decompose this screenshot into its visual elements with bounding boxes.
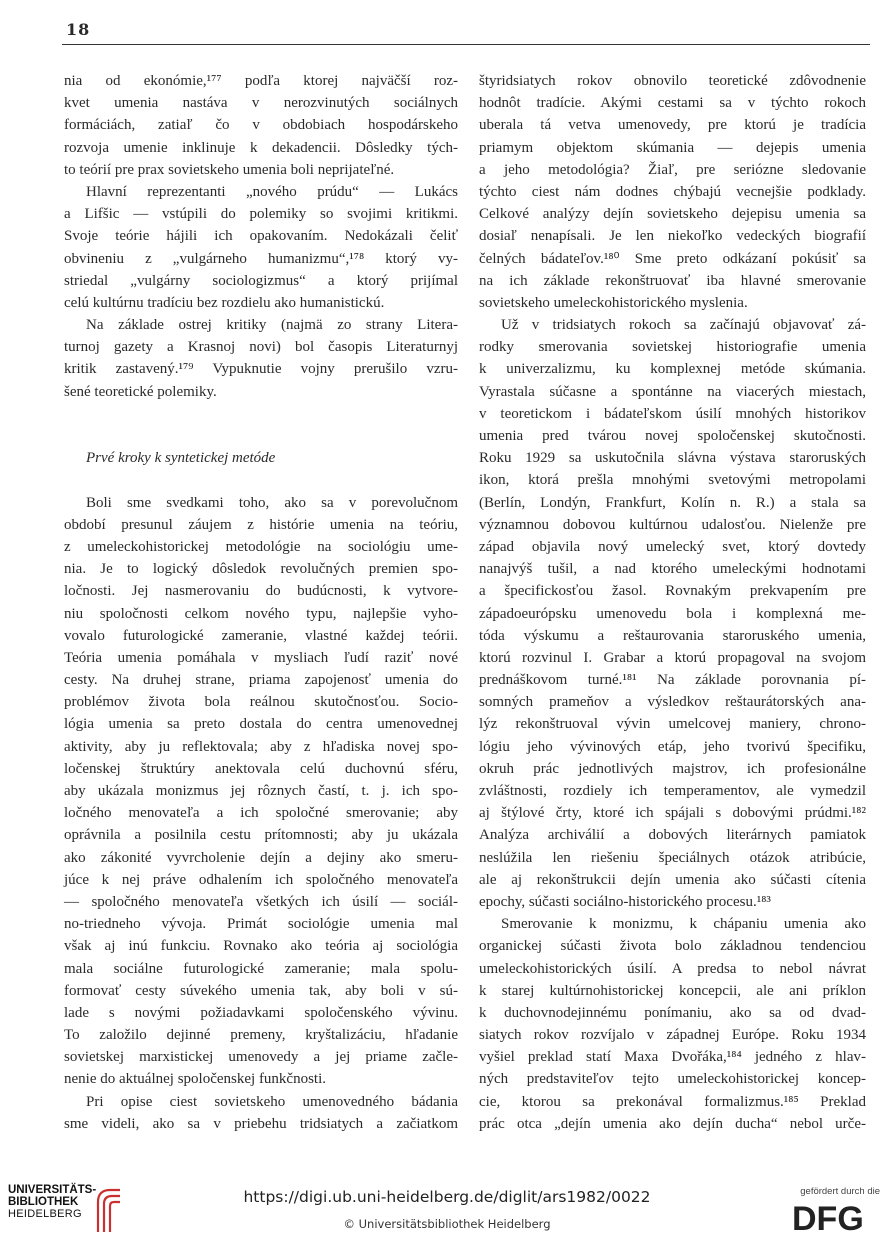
dfg-logo[interactable] bbox=[790, 1198, 878, 1234]
left-paragraph-4 bbox=[64, 492, 458, 1091]
right-paragraph-1 bbox=[479, 70, 866, 314]
text-line: neslúžila len riešeniu špeciálnych otázok atribúcie, bbox=[479, 849, 866, 866]
text-line: Roku 1929 sa uskutočnila slávna výstava staroruských bbox=[479, 450, 866, 467]
text-line: oprávnila a posilnila cestu prítomnosti; aby ju ukázala bbox=[64, 827, 458, 844]
text-line: a špecifickosťou žasol. Rovnakým prekvapením pre bbox=[479, 583, 866, 600]
text-line: kvet umenia nastáva v nerozvinutých sociálnych bbox=[64, 95, 458, 112]
text-line: z umeleckohistorickej metodológie na sociológiu ume- bbox=[64, 538, 458, 555]
text-line: tóda výskumu a reštaurovania staroruského umenia, bbox=[479, 627, 866, 644]
text-line: Už v tridsiatych rokoch sa začínajú objavovať zá- bbox=[501, 317, 866, 334]
text-line: júce k nej práve odhalením ich spoločného menovateľa bbox=[64, 871, 458, 888]
text-line: To založilo dejinné premeny, kryštalizáciu, hľadanie bbox=[64, 1027, 458, 1044]
text-line: sovietskeho umeleckohistorického myslenia. bbox=[479, 294, 748, 311]
text-line: a Lifšic — vstúpili do polemiky so svojimi kritikmi. bbox=[64, 206, 458, 223]
text-line: turnoj gazety a Krasnoj novi) bol časopis Literaturnyj bbox=[64, 339, 458, 356]
text-line: nanajvýš tušil, a nad ktorého umeleckými hodnotami bbox=[479, 561, 866, 578]
text-line: významnou dobovou kultúrnou udalosťou. Nielenže pre bbox=[479, 516, 866, 533]
text-line: lógia umenia sa preto dostala do centra umenovednej bbox=[64, 716, 458, 733]
text-line: kritik zastavený.¹⁷⁹ Vypuknutie vojny prerušilo vzru- bbox=[64, 361, 458, 378]
dfg-logo-text: DFG bbox=[792, 1200, 864, 1234]
text-line: na ich základe rekonštruovať iba hlavné smerovanie bbox=[479, 272, 866, 289]
document-url-link[interactable]: https://digi.ub.uni-heidelberg.de/diglit/ars1982/0022 bbox=[243, 1188, 651, 1206]
text-line: dosiaľ nenapísali. Je len niekoľko vedeckých biografií bbox=[479, 228, 866, 245]
text-line: nenie do aktuálnej spoločenskej funkčnosti. bbox=[64, 1071, 327, 1088]
text-line: mala sociálne futurologické zameranie; mala spolu- bbox=[64, 960, 458, 977]
text-line: Celkové analýzy dejín sovietskeho dejepisu umenia sa bbox=[479, 206, 866, 223]
text-line: priamym objektom skúmania — dejepis umenia bbox=[479, 139, 866, 156]
text-line: vovalo futurologické zameranie, vlastné každej teórii. bbox=[64, 627, 458, 644]
library-name-line-1: UNIVERSITÄTS- bbox=[8, 1184, 97, 1196]
text-line: rozvoja umenie inklinuje k dekadencii. Dôsledky tých- bbox=[64, 139, 458, 156]
text-line: okruh prác jednotlivých majstrov, ich profesionálne bbox=[479, 760, 866, 777]
left-paragraph-2 bbox=[64, 181, 458, 314]
text-line: čelných bádateľov.¹⁸⁰ Sme preto odkázaní pokúsiť sa bbox=[479, 250, 866, 267]
text-line: uberala tá vetva umenovedy, pre ktorú je tradícia bbox=[479, 117, 866, 134]
text-line: Analýza archiválií a dobových literárnych pamiatok bbox=[479, 827, 866, 844]
text-line: to teórií pre prax sovietskeho umenia boli neprijateľné. bbox=[64, 161, 395, 178]
text-line: prác otca „dejín umenia ako dejín ducha“ nebol urče- bbox=[479, 1115, 866, 1132]
text-line: formáciách, zatiaľ čo v obdobiach hospodárskeho bbox=[64, 117, 458, 134]
library-name-line-3: HEIDELBERG bbox=[8, 1208, 82, 1220]
text-line: ločného menovateľa a ich spoločné smerovanie; aby bbox=[64, 805, 458, 822]
text-line: nia. Je to logický dôsledok revolučných premien spo- bbox=[64, 561, 458, 578]
left-paragraph-1 bbox=[64, 70, 458, 181]
copyright-notice: © Universitätsbibliothek Heidelberg bbox=[343, 1217, 551, 1231]
text-line: lógiu jeho vývinových etáp, jeho tvorivú špecifiku, bbox=[479, 738, 866, 755]
text-line: aby ukázala monizmus jej rôznych častí, t. j. ich spo- bbox=[64, 783, 458, 799]
text-line: Na základe ostrej kritiky (najmä zo strany Litera- bbox=[86, 317, 458, 334]
text-line: lýz rekonštruoval vývin umelcovej maniery, chrono- bbox=[479, 716, 866, 733]
text-line: hodnôt tradície. Akými cestami sa v týchto rokoch bbox=[479, 95, 866, 112]
text-line: aj štýlové črty, ktoré ich spájali s dobovými prúdmi.¹⁸² bbox=[479, 805, 866, 822]
left-column bbox=[64, 70, 458, 1135]
header-rule bbox=[62, 44, 870, 45]
text-line: somných prameňov a výsledkov reštaurátorských ana- bbox=[479, 694, 866, 711]
text-line: období presunul záujem z histórie umenia na teóriu, bbox=[64, 516, 458, 533]
text-line: k starej kultúrnohistorickej koncepcii, ale ani príklon bbox=[479, 982, 866, 999]
right-column bbox=[479, 70, 866, 1135]
text-line: zvláštnosti, rozdiely ich temperamentov, ale vymedzil bbox=[479, 783, 866, 799]
text-line: vyšiel preklad statí Maxa Dvořáka,¹⁸⁴ jedného z hlav- bbox=[479, 1049, 866, 1066]
text-line: k univerzalizmu, ku komplexnej metóde skúmania. bbox=[479, 361, 866, 378]
text-line: však aj inú funkciu. Rovnako ako teória aj sociológia bbox=[64, 938, 458, 955]
text-line: lade s novými požiadavkami spoločenského vývinu. bbox=[64, 1004, 458, 1021]
right-paragraph-2 bbox=[479, 314, 866, 913]
text-line: — spoločného menovateľa všetkých ich úsilí — sociál- bbox=[64, 893, 458, 910]
text-line: štyridsiatych rokov obnovilo teoretické zdôvodnenie bbox=[479, 73, 866, 89]
library-name-line-2: BIBLIOTHEK bbox=[8, 1196, 79, 1208]
text-line: celú kultúrnu tradíciu bez rozdielu ako humanistickú. bbox=[64, 294, 385, 311]
text-line: ako zákonité vyvrcholenie dejín a dejiny ako smeru- bbox=[64, 849, 458, 866]
text-line: cie, ktorou sa prekonával formalizmus.¹⁸⁵ Preklad bbox=[479, 1093, 866, 1110]
text-line: ločenskej štruktúry anektovala celú duchovnú sféru, bbox=[64, 760, 458, 777]
page-number: 18 bbox=[66, 20, 91, 39]
text-line: no-triedneho vývoja. Primát sociológie umenia mal bbox=[64, 916, 458, 933]
text-line: aktivity, aby ju reflektovala; aby z hľadiska novej spo- bbox=[64, 738, 458, 755]
text-line: Teória umenia pomáhala v mysliach ľudí raziť nové bbox=[64, 649, 458, 666]
text-line: sovietskej marxistickej umenovedy a jej priame začle- bbox=[64, 1049, 458, 1066]
library-logo-icon bbox=[92, 1186, 122, 1234]
left-paragraph-5 bbox=[64, 1091, 458, 1135]
text-line: Smerovanie k monizmu, k chápaniu umenia ako bbox=[501, 916, 866, 933]
text-line: (Berlín, Londýn, Frankfurt, Kolín n. R.) a stala sa bbox=[479, 494, 866, 511]
text-line: organickej súčasti života bolo základnou tendenciou bbox=[479, 938, 866, 955]
text-line: cesty. Na druhej strane, priama zapojenosť umenia do bbox=[64, 672, 458, 689]
text-line: ločnosti. Jej nasmerovaniu do budúcnosti, k vytvore- bbox=[64, 583, 458, 600]
text-line: rodky smerovania sovietskej historiografie umenia bbox=[479, 339, 866, 356]
text-line: ikon, ktorá prešla mnohými svetovými metropolami bbox=[479, 472, 866, 489]
text-line: umeleckohistorických úsilí. A predsa to nebol návrat bbox=[479, 960, 866, 977]
text-line: západ objavila nový umelecký svet, ktorý dovtedy bbox=[479, 538, 866, 555]
text-line: ktorú rozvinul I. Grabar a ktorú propagoval na svojom bbox=[479, 649, 866, 666]
text-line: Hlavní reprezentanti „nového prúdu“ — Lukács bbox=[86, 183, 458, 200]
text-line: ale aj rekonštrukcii dejín umenia ako súčasti cítenia bbox=[479, 871, 866, 888]
text-line: k duchovnodejinnému ponímaniu, ako sa od dvad- bbox=[479, 1004, 866, 1021]
funded-by-label: gefördert durch die bbox=[800, 1186, 880, 1197]
text-line: formovať cesty súvekého umenia tak, aby boli v sú- bbox=[64, 982, 458, 999]
text-line: problémov života bola reálnou skutočnosťou. Socio- bbox=[64, 694, 458, 711]
left-paragraph-3 bbox=[64, 314, 458, 403]
right-paragraph-3 bbox=[479, 913, 866, 1135]
text-line: obvineniu z „vulgárneho humanizmu“,¹⁷⁸ ktorý vy- bbox=[64, 250, 458, 267]
text-line: siatych rokov rozvíjalo v západnej Európe. Roku 1934 bbox=[479, 1027, 866, 1044]
text-line: Vyrastala súčasne a spontánne na viacerých miestach, bbox=[479, 383, 866, 400]
text-line: umenia pred tvárou novej spoločenskej skutočnosti. bbox=[479, 428, 866, 444]
text-line: niu spoločnosti celkom nového typu, najlepšie vyho- bbox=[64, 605, 458, 622]
text-line: sme videli, ako sa v priebehu tridsiatych a začiatkom bbox=[64, 1115, 458, 1132]
text-line: nia od ekonómie,¹⁷⁷ podľa ktorej najväčší roz- bbox=[64, 73, 458, 89]
text-line: Pri opise ciest sovietskeho umenovedného bádania bbox=[86, 1093, 458, 1110]
text-line: Boli sme svedkami toho, ako sa v porevolučnom bbox=[86, 494, 458, 511]
text-line: ných predstaviteľov tejto umeleckohistorickej koncep- bbox=[479, 1071, 866, 1088]
text-line: západoeurópsku umenovedu bola i komplexná me- bbox=[479, 605, 866, 622]
text-line: šené teoretické polemiky. bbox=[64, 383, 217, 400]
text-line: týchto ciest nám dodnes chýbajú vecnejšie podklady. bbox=[479, 183, 866, 200]
text-line: prednáškovom turné.¹⁸¹ Na základe porovnania pí- bbox=[479, 672, 866, 689]
text-line: v teoretickom i bádateľskom úsilí mnohých historikov bbox=[479, 405, 866, 422]
text-line: epochy, súčasti sociálno-historického procesu.¹⁸³ bbox=[479, 893, 771, 910]
text-line: Svoje teórie hájili ich opakovaním. Nedokázali čeliť bbox=[64, 228, 458, 245]
section-heading: Prvé kroky k syntetickej metóde bbox=[86, 450, 276, 467]
text-line: a jeho metodológia? Žiaľ, pre seriózne sledovanie bbox=[479, 161, 866, 178]
text-line: striedal „vulgárny sociologizmus“ a ktorý prijímal bbox=[64, 272, 458, 289]
